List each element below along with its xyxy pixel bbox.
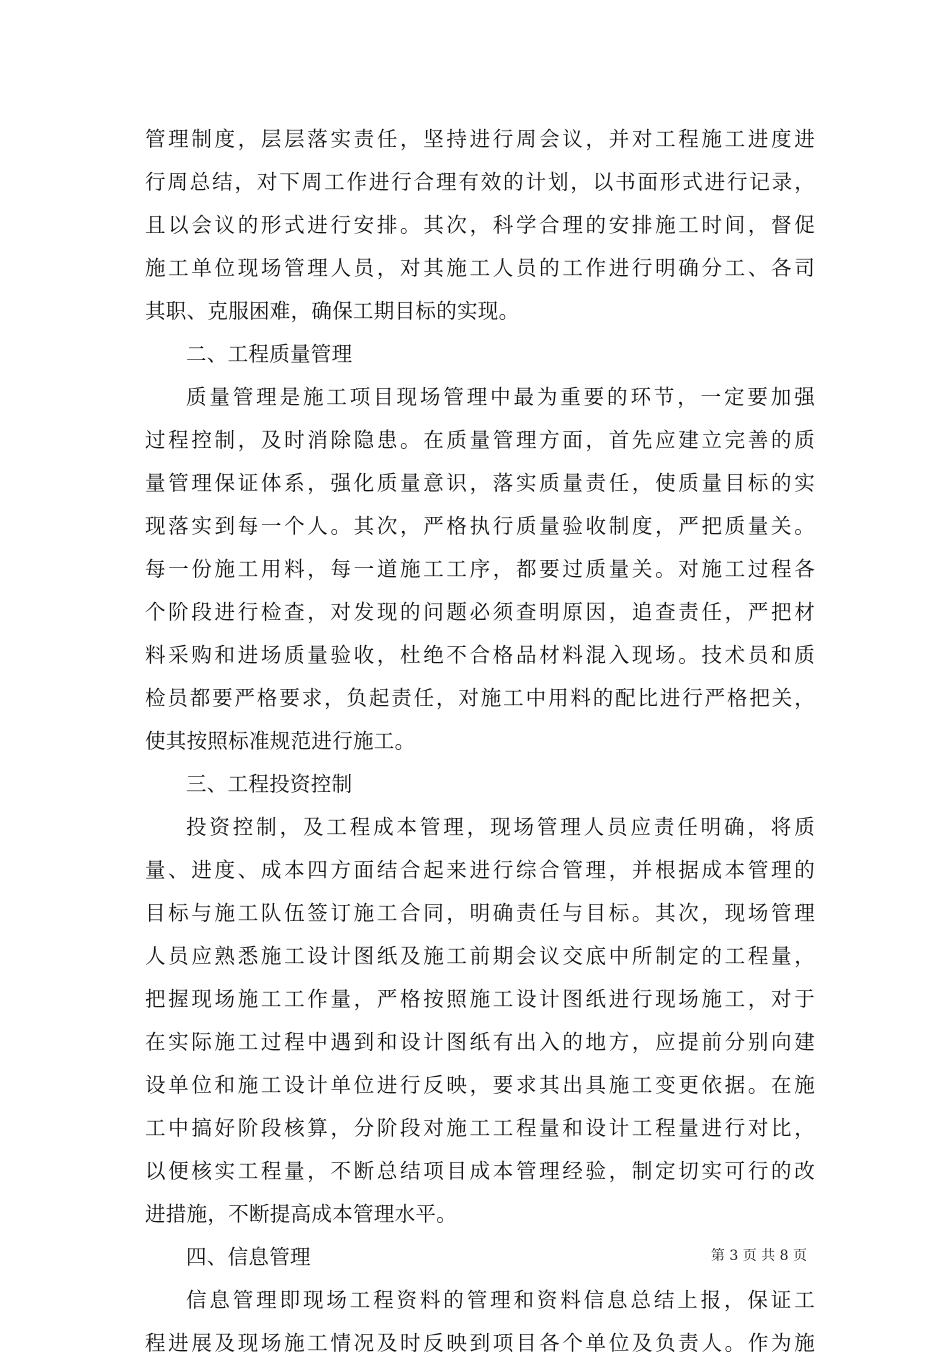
- text-line: 设单位和施工设计单位进行反映，要求其出具施工变更依据。在施: [145, 1073, 815, 1097]
- text-line: 程进展及现场施工情况及时反映到项目各个单位及负责人。作为施: [145, 1331, 815, 1355]
- text-line: 量、进度、成本四方面结合起来进行综合管理，并根据成本管理的: [145, 858, 815, 882]
- text-line: 以便核实工程量，不断总结项目成本管理经验，制定切实可行的改: [145, 1159, 815, 1183]
- text-line: 质量管理是施工项目现场管理中最为重要的环节，一定要加强: [186, 385, 815, 409]
- text-line: 进措施，不断提高成本管理水平。: [145, 1202, 457, 1226]
- text-line: 把握现场施工工作量，严格按照施工设计图纸进行现场施工，对于: [145, 987, 815, 1011]
- section-heading: 三、工程投资控制: [186, 772, 353, 796]
- document-body: [145, 118, 815, 1365]
- text-line: 现落实到每一个人。其次，严格执行质量验收制度，严把质量关。: [145, 514, 815, 538]
- text-line: 目标与施工队伍签订施工合同，明确责任与目标。其次，现场管理: [145, 901, 815, 925]
- text-line: 个阶段进行检查，对发现的问题必须查明原因，追查责任，严把材: [145, 600, 815, 624]
- text-line: 工中搞好阶段核算，分阶段对施工工程量和设计工程量进行对比，: [145, 1116, 815, 1140]
- text-line: 信息管理即现场工程资料的管理和资料信息总结上报，保证工: [186, 1288, 815, 1312]
- text-line: 过程控制，及时消除隐患。在质量管理方面，首先应建立完善的质: [145, 428, 815, 452]
- text-line: 在实际施工过程中遇到和设计图纸有出入的地方，应提前分别向建: [145, 1030, 815, 1054]
- text-line: 管理制度，层层落实责任，坚持进行周会议，并对工程施工进度进: [145, 127, 815, 151]
- text-line: 人员应熟悉施工设计图纸及施工前期会议交底中所制定的工程量，: [145, 944, 815, 968]
- text-line: 使其按照标准规范进行施工。: [145, 729, 416, 753]
- text-line: 量管理保证体系，强化质量意识，落实质量责任，使质量目标的实: [145, 471, 815, 495]
- text-line: 每一份施工用料，每一道施工工序，都要过质量关。对施工过程各: [145, 557, 815, 581]
- text-line: 料采购和进场质量验收，杜绝不合格品材料混入现场。技术员和质: [145, 643, 815, 667]
- section-heading: 二、工程质量管理: [186, 342, 353, 366]
- text-line: 施工单位现场管理人员，对其施工人员的工作进行明确分工、各司: [145, 256, 815, 280]
- text-line: 投资控制，及工程成本管理，现场管理人员应责任明确，将质: [186, 815, 815, 839]
- text-line: 行周总结，对下周工作进行合理有效的计划，以书面形式进行记录，: [145, 170, 815, 194]
- section-heading: 四、信息管理: [186, 1245, 311, 1269]
- text-line: 且以会议的形式进行安排。其次，科学合理的安排施工时间，督促: [145, 213, 815, 237]
- text-line: 其职、克服困难，确保工期目标的实现。: [145, 299, 520, 323]
- text-line: 检员都要严格要求，负起责任，对施工中用料的配比进行严格把关，: [145, 686, 815, 710]
- page-number: 第 3 页 共 8 页: [710, 1248, 807, 1264]
